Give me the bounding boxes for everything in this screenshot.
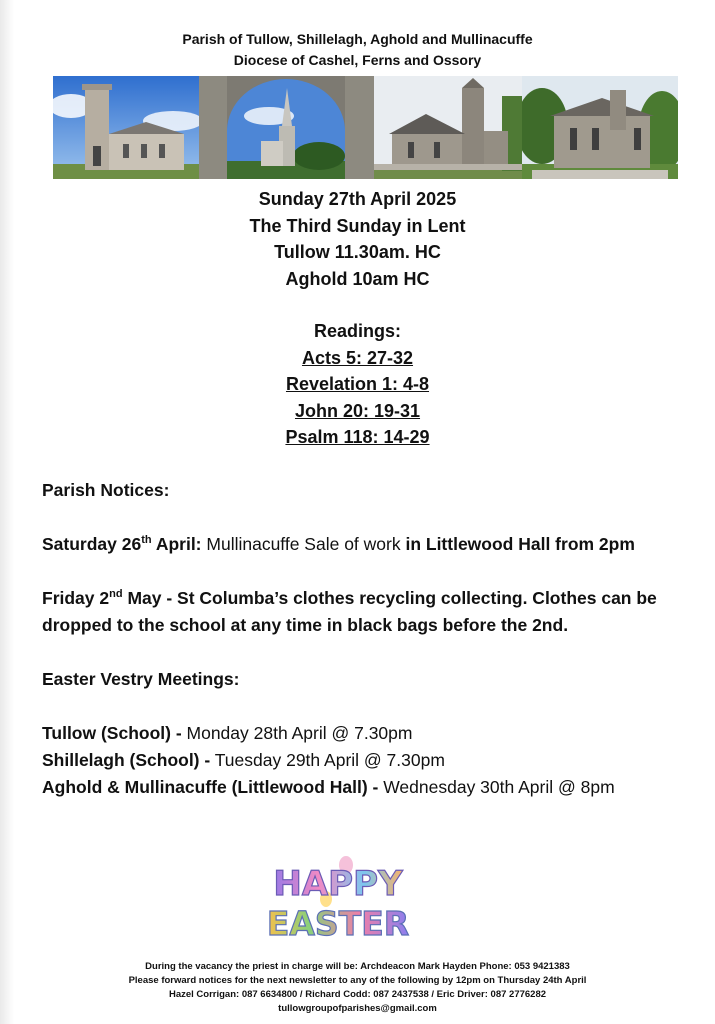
vestry-meeting — [42, 720, 682, 747]
vestry-time: Tuesday 29th April @ 7.30pm — [210, 750, 445, 770]
church-photo-strip — [53, 76, 678, 179]
vestry-time: Monday 28th April @ 7.30pm — [181, 723, 413, 743]
readings-heading: Readings: — [313, 321, 401, 341]
notice-recycling — [42, 585, 682, 639]
sale-what: Mullinacuffe Sale of work — [201, 534, 401, 554]
sale-day: Saturday 26 — [42, 534, 142, 554]
footer-email[interactable]: tullowgroupofparishes@gmail.com — [278, 1003, 437, 1014]
reading-item: John 20: 19-31 — [294, 400, 421, 421]
footer-contacts: Hazel Corrigan: 087 6634800 / Richard Codd: 087 2437538 / Eric Driver: 087 2776282 — [168, 989, 547, 1000]
church-photo-2 — [199, 76, 374, 179]
diocese-title: Diocese of Cashel, Ferns and Ossory — [233, 52, 482, 68]
reading-item: Psalm 118: 14-29 — [285, 427, 430, 447]
sale-month: April: — [151, 534, 202, 554]
church-photo-4 — [522, 76, 678, 179]
recycling-text: May - St Columba’s clothes recycling collecting. Clothes can be dropped to the school at any time in black bags before the 2nd. — [42, 588, 657, 635]
service-details — [0, 186, 715, 292]
parish-notices — [42, 477, 682, 801]
reading-item: Acts 5: 27-32 — [301, 347, 414, 368]
recycling-day: Friday 2 — [42, 588, 110, 608]
footer-deadline: Please forward notices for the next newsletter to any of the following by 12pm on Thursday 24th April — [128, 975, 587, 986]
vestry-place: Shillelagh (School) - — [42, 750, 211, 770]
parish-title: Parish of Tullow, Shillelagh, Aghold and Mullinacuffe — [182, 31, 533, 47]
church-photo-1 — [53, 76, 199, 179]
church-photo-3 — [374, 76, 522, 179]
vestry-place: Tullow (School) - — [42, 723, 182, 743]
service-tullow: Tullow 11.30am. HC — [274, 242, 441, 262]
readings-block — [0, 318, 715, 451]
notice-sale — [42, 531, 682, 558]
service-date: Sunday 27th April 2025 — [258, 189, 457, 209]
service-aghold: Aghold 10am HC — [285, 268, 430, 289]
sale-day-suffix: th — [141, 534, 152, 547]
vestry-place: Aghold & Mullinacuffe (Littlewood Hall) - — [42, 777, 379, 797]
vestry-time: Wednesday 30th April @ 8pm — [378, 777, 615, 797]
recycling-day-suffix: nd — [109, 588, 123, 601]
happy-easter-graphic — [266, 855, 411, 941]
notices-heading: Parish Notices: — [42, 480, 170, 500]
vestry-meeting — [42, 774, 682, 801]
vestry-meeting — [42, 747, 682, 774]
service-occasion: The Third Sunday in Lent — [249, 215, 466, 236]
page-edge-shadow — [0, 0, 14, 1024]
easter-line-2: EASTER — [266, 904, 410, 941]
sale-where: in Littlewood Hall from 2pm — [400, 534, 635, 554]
easter-line-1: HAPPY — [273, 864, 403, 904]
reading-item: Revelation 1: 4-8 — [285, 374, 430, 394]
newsletter-header — [0, 29, 715, 71]
footer-priest: During the vacancy the priest in charge will be: Archdeacon Mark Hayden Phone: 053 9421383 — [145, 961, 570, 972]
newsletter-footer — [0, 960, 715, 1016]
vestry-heading: Easter Vestry Meetings: — [42, 669, 240, 689]
